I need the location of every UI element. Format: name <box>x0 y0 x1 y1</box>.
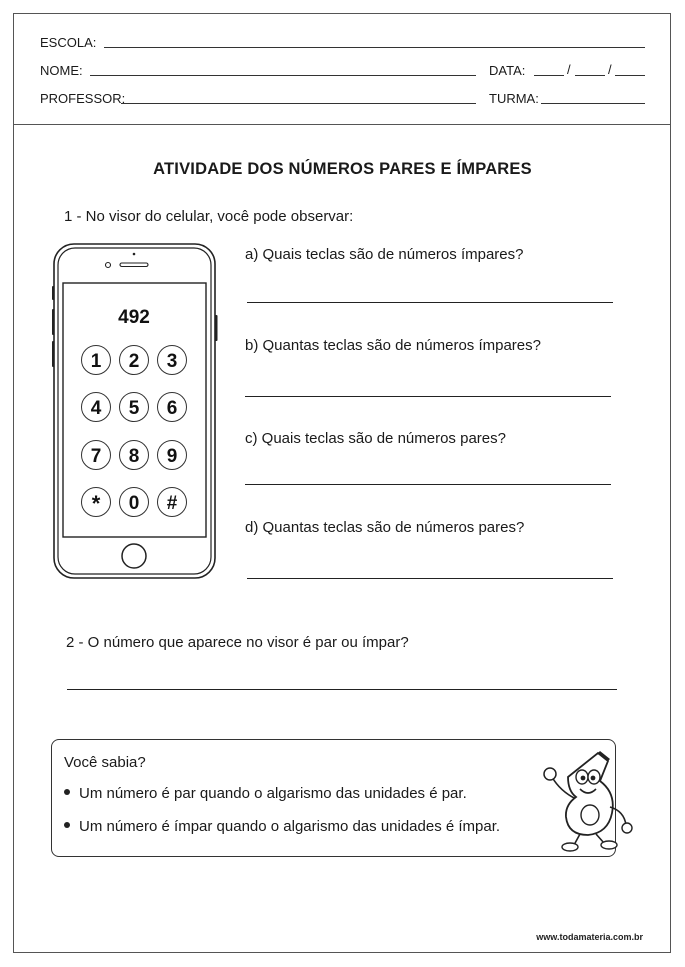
question-1d: d) Quantas teclas são de números pares? <box>245 519 525 536</box>
data-month-field[interactable] <box>575 75 605 76</box>
keypad-key-label: 7 <box>90 446 102 467</box>
question-1b: b) Quantas teclas são de números ímpares? <box>245 337 541 354</box>
data-year-field[interactable] <box>615 75 645 76</box>
question-1a: a) Quais teclas são de números ímpares? <box>245 246 524 263</box>
question-1-prompt: 1 - No visor do celular, você pode observar: <box>64 208 354 225</box>
mascot-illustration <box>538 747 638 853</box>
keypad-key-label: 4 <box>90 398 102 419</box>
phone-illustration <box>52 243 218 581</box>
keypad-key-label: 9 <box>166 446 178 467</box>
keypad-key-label: 5 <box>128 398 140 419</box>
keypad-key-label: # <box>166 493 178 514</box>
info-item <box>64 818 500 835</box>
data-day-field[interactable] <box>534 75 564 76</box>
keypad-key-label: 2 <box>128 351 140 372</box>
info-item <box>64 785 467 802</box>
answer-line-1a[interactable] <box>247 302 613 303</box>
answer-line-1b[interactable] <box>245 396 611 397</box>
answer-line-1c[interactable] <box>245 484 611 485</box>
nome-label: NOME: <box>40 63 83 78</box>
info-item-text: Um número é ímpar quando o algarismo das unidades é ímpar. <box>79 818 501 835</box>
turma-field[interactable] <box>541 103 645 104</box>
keypad-key-label: 6 <box>166 398 178 419</box>
phone-display: 492 <box>118 307 150 328</box>
bullet-icon <box>64 822 70 828</box>
date-separator: / <box>608 62 612 77</box>
page-title: ATIVIDADE DOS NÚMEROS PARES E ÍMPARES <box>153 160 532 178</box>
keypad-key-label: 1 <box>90 351 102 372</box>
keypad-key-label: 8 <box>128 446 140 467</box>
phone-sensor <box>133 253 136 256</box>
header <box>13 13 671 125</box>
keypad-key-label: * <box>91 491 101 516</box>
info-box <box>51 739 616 857</box>
keypad-key-label: 0 <box>128 493 140 514</box>
footer-url: www.todamateria.com.br <box>536 932 643 942</box>
question-2-prompt: 2 - O número que aparece no visor é par ou ímpar? <box>66 634 409 651</box>
info-title: Você sabia? <box>64 754 146 771</box>
bullet-icon <box>64 789 70 795</box>
info-item-text: Um número é par quando o algarismo das unidades é par. <box>79 785 467 802</box>
date-separator: / <box>567 62 571 77</box>
professor-field[interactable] <box>121 103 476 104</box>
professor-label: PROFESSOR: <box>40 91 126 106</box>
keypad-key-label: 3 <box>166 351 178 372</box>
nome-field[interactable] <box>90 75 476 76</box>
escola-field[interactable] <box>104 47 645 48</box>
question-1c: c) Quais teclas são de números pares? <box>245 430 506 447</box>
escola-label: ESCOLA: <box>40 35 97 50</box>
answer-line-2[interactable] <box>67 689 617 690</box>
data-label: DATA: <box>489 63 526 78</box>
answer-line-1d[interactable] <box>247 578 613 579</box>
turma-label: TURMA: <box>489 91 539 106</box>
